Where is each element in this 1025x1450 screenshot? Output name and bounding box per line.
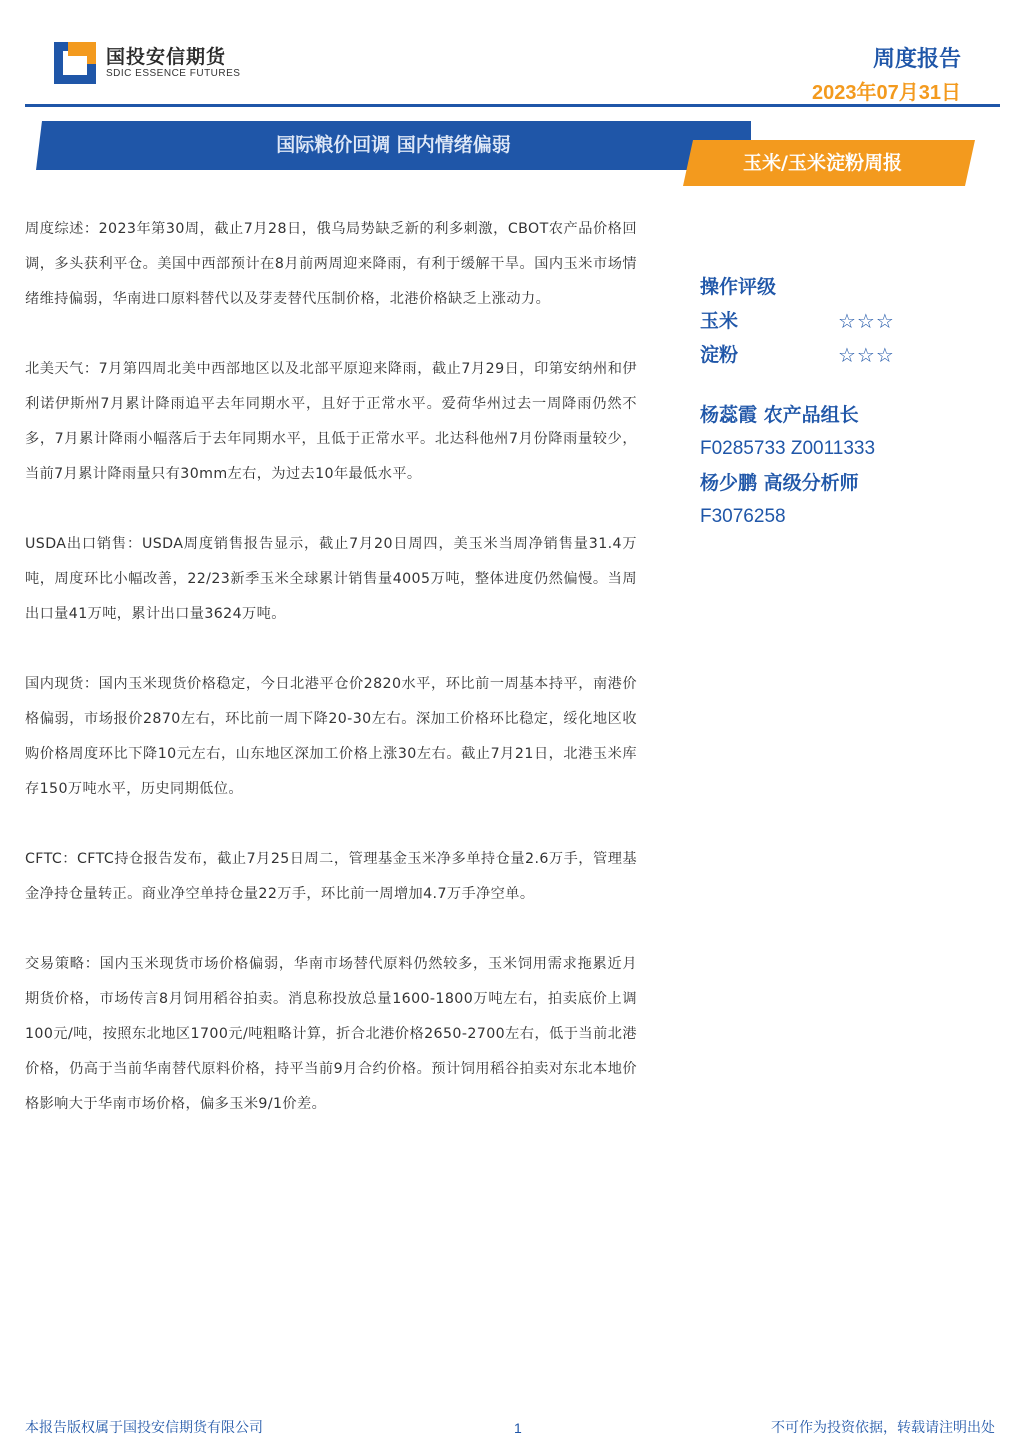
header-divider <box>25 104 1000 107</box>
footer-copyright: 本报告版权属于国投安信期货有限公司 <box>25 1420 263 1436</box>
report-title: 国际粮价回调 国内情绪偏弱 <box>276 134 511 156</box>
rating-row-corn <box>700 304 960 338</box>
rating-name: 玉米 <box>700 310 739 332</box>
report-body <box>25 212 637 1157</box>
analyst-2-name: 杨少鹏 高级分析师 <box>700 472 859 494</box>
logo-english-name: SDIC ESSENCE FUTURES <box>106 68 241 79</box>
rating-name: 淀粉 <box>700 344 739 366</box>
report-subtitle: 玉米/玉米淀粉周报 <box>743 152 902 174</box>
paragraph-cftc: CFTC：CFTC持仓报告发布，截止7月25日周二，管理基金玉米净多单持仓量2.6万手，管理基金净持仓量转正。商业净空单持仓量22万手，环比前一周增加4.7万手净空单。 <box>25 851 637 902</box>
rating-title: 操作评级 <box>700 276 777 298</box>
paragraph-weekly-summary: 周度综述：2023年第30周，截止7月28日，俄乌局势缺乏新的利多刺激，CBOT农产品价格回调，多头获利平仓。美国中西部预计在8月前两周迎来降雨，有利于缓解干旱。国内玉米市场情绪维持偏弱，华南进口原料替代以及芽麦替代压制价格，北港价格缺乏上涨动力。 <box>25 221 637 307</box>
page-number: 1 <box>514 1420 522 1436</box>
company-logo <box>54 42 240 84</box>
logo-mark-icon <box>54 42 96 84</box>
report-date: 2023年07月31日 <box>812 82 961 104</box>
sidebar <box>700 270 960 534</box>
report-type: 周度报告 <box>872 47 961 72</box>
rating-row-starch <box>700 338 960 372</box>
footer-disclaimer: 不可作为投资依据，转载请注明出处 <box>771 1420 995 1436</box>
star-rating-icon: ☆☆☆ <box>838 309 895 333</box>
logo-chinese-name: 国投安信期货 <box>106 46 227 68</box>
analyst-1-name: 杨蕊霞 农产品组长 <box>700 404 859 426</box>
paragraph-north-america-weather: 北美天气：7月第四周北美中西部地区以及北部平原迎来降雨，截止7月29日，印第安纳州和伊利诺伊斯州7月累计降雨追平去年同期水平，且好于正常水平。爱荷华州过去一周降雨仍然不多，7月累计降雨小幅落后于去年同期水平，且低于正常水平。北达科他州7月份降雨量较少，当前7月累计降雨量只有30mm左右，为过去10年最低水平。 <box>25 361 637 482</box>
paragraph-usda-export-sales: USDA出口销售：USDA周度销售报告显示，截止7月20日周四，美玉米当周净销售量31.4万吨，周度环比小幅改善，22/23新季玉米全球累计销售量4005万吨，整体进度仍然偏慢。当周出口量41万吨，累计出口量3624万吨。 <box>25 536 637 622</box>
analyst-2-license: F3076258 <box>700 506 786 527</box>
analyst-1-license: F0285733 Z0011333 <box>700 438 876 459</box>
paragraph-trading-strategy: 交易策略：国内玉米现货市场价格偏弱，华南市场替代原料仍然较多，玉米饲用需求拖累近月期货价格，市场传言8月饲用稻谷拍卖。消息称投放总量1600-1800万吨左右，拍卖底价上调100元/吨，按照东北地区1700元/吨粗略计算，折合北港价格2650-2700左右，低于当前北港价格，仍高于当前华南替代原料价格，持平当前9月合约价格。预计饲用稻谷拍卖对东北本地价格影响大于华南市场价格，偏多玉米9/1价差。 <box>25 956 637 1112</box>
paragraph-domestic-spot: 国内现货：国内玉米现货价格稳定，今日北港平仓价2820水平，环比前一周基本持平，南港价格偏弱，市场报价2870左右，环比前一周下降20-30左右。深加工价格环比稳定，绥化地区收购价格周度环比下降10元左右，山东地区深加工价格上涨30左右。截止7月21日，北港玉米库存150万吨水平，历史同期低位。 <box>25 676 637 797</box>
star-rating-icon: ☆☆☆ <box>838 343 895 367</box>
